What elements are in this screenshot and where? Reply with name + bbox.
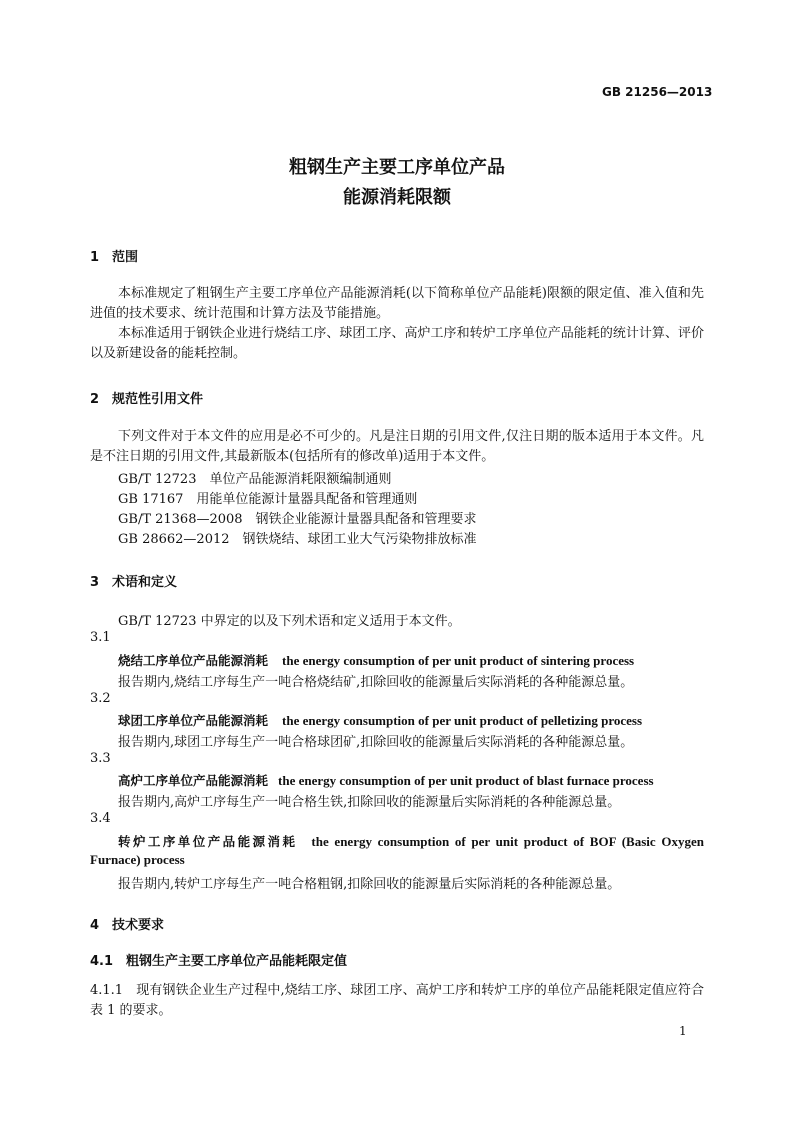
- document-title-line2: 能源消耗限额: [343, 187, 451, 208]
- section-2-paragraph: 下列文件对于本文件的应用是必不可少的。凡是注日期的引用文件,仅注日期的版本适用于本文件。凡是不注日期的引用文件,其最新版本(包括所有的修改单)适用于本文件。: [90, 429, 704, 464]
- term-definition: 报告期内,烧结工序每生产一吨合格烧结矿,扣除回收的能源量后实际消耗的各种能源总量。: [118, 675, 634, 690]
- term-english-name: the energy consumption of per unit product of sintering process: [282, 653, 635, 668]
- term-english-name: the energy consumption of per unit product of BOF (Basic Oxygen: [311, 834, 704, 849]
- subsection-4-1-heading: 4.1 粗钢生产主要工序单位产品能耗限定值: [90, 954, 348, 969]
- standard-number: GB 21256—2013: [602, 85, 713, 99]
- clause-4-1-1: 4.1.1 现有钢铁企业生产过程中,烧结工序、球团工序、高炉工序和转炉工序的单位产品能耗限定值应符合表 1 的要求。: [90, 983, 704, 1018]
- term-definition: 报告期内,球团工序每生产一吨合格球团矿,扣除回收的能源量后实际消耗的各种能源总量。: [118, 735, 634, 750]
- section-1-heading: 1 范围: [90, 250, 139, 265]
- reference-item: GB/T 21368—2008 钢铁企业能源计量器具配备和管理要求: [118, 512, 477, 527]
- term-number: 3.2: [90, 691, 111, 706]
- term-english-name: the energy consumption of per unit product of blast furnace process: [278, 773, 654, 788]
- term-title: [118, 651, 634, 669]
- term-chinese-name: 球团工序单位产品能源消耗: [118, 713, 269, 728]
- reference-item: GB 28662—2012 钢铁烧结、球团工业大气污染物排放标准: [118, 532, 477, 547]
- term-definition: 报告期内,高炉工序每生产一吨合格生铁,扣除回收的能源量后实际消耗的各种能源总量。: [118, 795, 621, 810]
- section-1-paragraph-2: 本标准适用于钢铁企业进行烧结工序、球团工序、高炉工序和转炉工序单位产品能耗的统计计算、评价以及新建设备的能耗控制。: [90, 326, 704, 361]
- term-english-name: the energy consumption of per unit product of pelletizing process: [282, 713, 643, 728]
- section-3-intro: GB/T 12723 中界定的以及下列术语和定义适用于本文件。: [118, 614, 461, 629]
- term-number: 3.4: [90, 811, 111, 826]
- term-title: [118, 832, 704, 850]
- term-number: 3.3: [90, 751, 111, 766]
- document-title-line1: 粗钢生产主要工序单位产品: [289, 157, 505, 178]
- term-chinese-name: 转炉工序单位产品能源消耗: [118, 834, 298, 849]
- reference-item: GB/T 12723 单位产品能源消耗限额编制通则: [118, 472, 392, 487]
- reference-item: GB 17167 用能单位能源计量器具配备和管理通则: [118, 492, 418, 507]
- term-definition: 报告期内,转炉工序每生产一吨合格粗钢,扣除回收的能源量后实际消耗的各种能源总量。: [118, 877, 621, 892]
- term-number: 3.1: [90, 630, 111, 645]
- term-chinese-name: 烧结工序单位产品能源消耗: [118, 653, 269, 668]
- section-4-heading: 4 技术要求: [90, 918, 165, 933]
- page-number: 1: [679, 1024, 687, 1038]
- section-2-heading: 2 规范性引用文件: [90, 392, 204, 407]
- term-chinese-name: 高炉工序单位产品能源消耗: [118, 773, 269, 788]
- term-title: [118, 711, 642, 729]
- section-1-paragraph-1: 本标准规定了粗钢生产主要工序单位产品能源消耗(以下简称单位产品能耗)限额的限定值、准入值和先进值的技术要求、统计范围和计算方法及节能措施。: [90, 286, 704, 321]
- section-3-heading: 3 术语和定义: [90, 575, 178, 590]
- term-title: [118, 771, 654, 789]
- term-english-name-continued: Furnace) process: [90, 852, 185, 867]
